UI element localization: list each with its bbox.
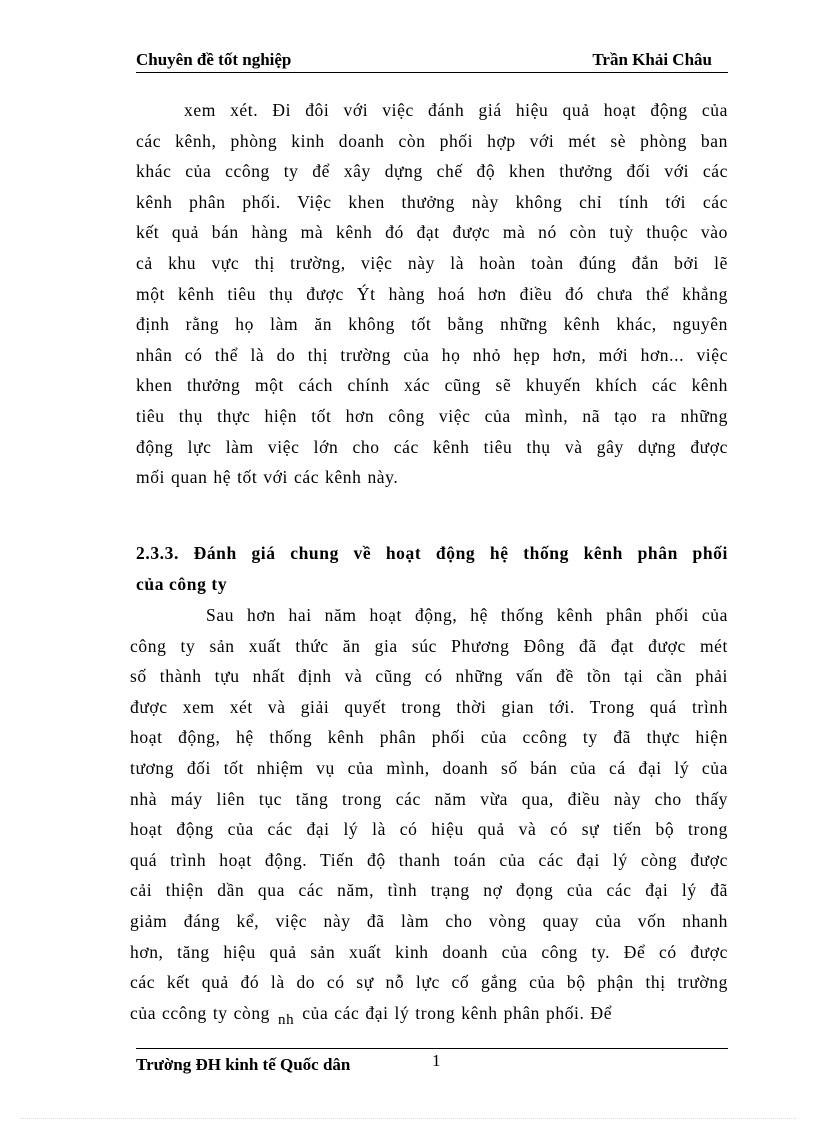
- text-fragment-nh: nh: [278, 1011, 295, 1028]
- heading-line: của công ty: [136, 573, 228, 594]
- text-line: cả khu vực thị trường, việc này là hoàn toàn đúng đắn bởi lẽ: [136, 252, 728, 273]
- section-heading-2-3-3: [136, 538, 728, 599]
- text-line: hoạt động của các đại lý là có hiệu quả và có sự tiến bộ trong: [130, 819, 728, 840]
- text-line: hoạt động, hệ thống kênh phân phối của ccông ty đã thực hiện: [130, 727, 728, 748]
- text-fragment: của các đại lý trong kênh phân phối. Để: [302, 1002, 613, 1023]
- header-author: Trần Khải Châu: [592, 50, 712, 69]
- text-line-final: [130, 998, 728, 1029]
- page-number: 1: [432, 1051, 441, 1070]
- text-line: công ty sản xuất thức ăn gia súc Phương Đông đã đạt được mét: [130, 635, 728, 656]
- text-line: kênh phân phối. Việc khen thưởng này không chỉ tính tới các: [136, 191, 728, 212]
- text-line: kết quả bán hàng mà kênh đó đạt được mà nó còn tuỳ thuộc vào: [136, 222, 728, 243]
- footer-institution: Trường ĐH kinh tế Quốc dân: [136, 1055, 351, 1074]
- page-header: [136, 50, 728, 73]
- paragraph-danh-gia-chung: [130, 600, 728, 1028]
- page-bottom-edge: [20, 1118, 796, 1119]
- text-line: các kết quả đó là do có sự nỗ lực cố gắng của bộ phận thị trường: [130, 972, 728, 993]
- text-line: được xem xét và giải quyết trong thời gian tới. Trong quá trình: [130, 696, 728, 717]
- text-line: định rằng họ làm ăn không tốt bằng những kênh khác, nguyên: [136, 314, 728, 335]
- text-line: quá trình hoạt động. Tiến độ thanh toán của các đại lý còng được: [130, 849, 728, 870]
- text-line: số thành tựu nhất định và cũng có những vấn đề tồn tại cần phải: [130, 666, 728, 687]
- text-line: tương đối tốt nhiệm vụ của mình, doanh số bán của cá đại lý của: [130, 757, 728, 778]
- footer-divider: [136, 1048, 728, 1049]
- text-line: khen thưởng một cách chính xác cũng sẽ khuyến khích các kênh: [136, 375, 728, 396]
- text-line: nhà máy liên tục tăng trong các năm vừa qua, điều này cho thấy: [130, 788, 728, 809]
- text-line: giảm đáng kể, việc này đã làm cho vòng quay của vốn nhanh: [130, 910, 728, 931]
- text-line: hơn, tăng hiệu quả sản xuất kinh doanh của công ty. Để có được: [130, 941, 728, 962]
- paragraph-kenh-khen-thuong: [136, 95, 728, 493]
- text-line: nhân có thể là do thị trường của họ nhỏ hẹp hơn, mới hơn... việc: [136, 344, 728, 365]
- text-line: một kênh tiêu thụ được Ýt hàng hoá hơn điều đó chưa thể khẳng: [136, 283, 728, 304]
- heading-line: 2.3.3. Đánh giá chung về hoạt động hệ thống kênh phân phối: [136, 543, 728, 563]
- text-line: động lực làm việc lớn cho các kênh tiêu thụ và gây dựng được: [136, 436, 728, 457]
- text-line: các kênh, phòng kinh doanh còn phối hợp với mét sè phòng ban: [136, 130, 728, 151]
- text-line: xem xét. Đi đôi với việc đánh giá hiệu quả hoạt động của: [184, 100, 728, 120]
- text-line: mối quan hệ tốt với các kênh này.: [136, 467, 399, 488]
- text-fragment: của ccông ty còng: [130, 1002, 271, 1023]
- text-line: tiêu thụ thực hiện tốt hơn công việc của mình, nã tạo ra những: [136, 405, 728, 426]
- text-line: khác của ccông ty để xây dựng chế độ khen thưởng đối với các: [136, 161, 728, 182]
- header-document-title: Chuyên đề tốt nghiệp: [136, 50, 292, 69]
- text-line: Sau hơn hai năm hoạt động, hệ thống kênh phân phối của: [206, 605, 728, 625]
- text-line: cải thiện dần qua các năm, tình trạng nợ đọng của các đại lý đã: [130, 880, 728, 901]
